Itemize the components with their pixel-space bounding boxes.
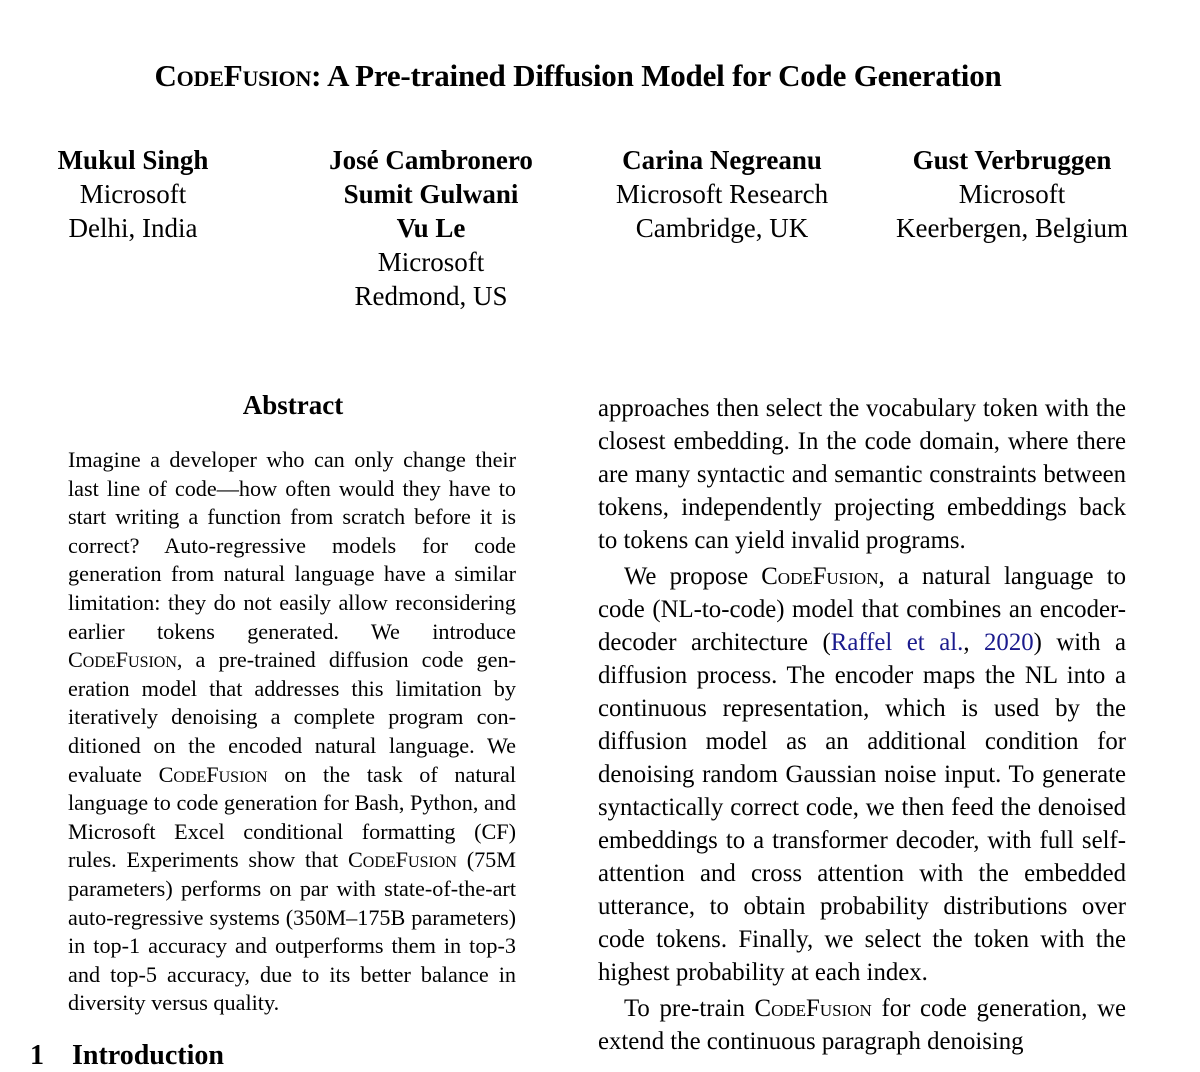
author-block-singh: [28, 143, 238, 245]
body-paragraph: [598, 992, 1126, 1058]
abstract-heading: Abstract: [242, 390, 344, 420]
body-column: [598, 392, 1126, 1058]
body-text: ) with a diffusion process. The encoder maps the NL into a continuous representation, which is used by the diffusion model as an additional condition for denoising random Gaussian noise input. To generate syntactically correct code, we then feed the denoised embeddings to a transformer decoder, with full self-attention and cross attention with the embedded utterance, to obtain probability distributions over code tokens. Finally, we select the token with the highest probability at each index.: [598, 629, 1127, 986]
section-number: 1: [30, 1040, 44, 1071]
citation-link[interactable]: Raffel et al.: [830, 629, 964, 656]
title-text: : A Pre-trained Diffusion Model for Code Generation: [311, 58, 1002, 93]
body-text: for code generation, we extend the continuous paragraph denoising: [598, 995, 1126, 1055]
body-text: We propose: [624, 563, 762, 590]
abstract-text: on the task of natural language to code generation for Bash, Python, and Microsoft Excel conditional formatting (CF) rules. Experiments show that: [68, 761, 516, 873]
author-location: Cambridge, UK: [635, 213, 809, 243]
system-name: CodeFusion: [348, 847, 457, 873]
abstract-text: (75M parameters) performs on par with state-of-the-art auto-regressive systems (350M–175B parameters) in top-1 accuracy and outperforms them in top-3 and top-5 accuracy, due to its better balance in diversity versus quality.: [68, 847, 516, 1016]
system-name: CodeFusion: [68, 647, 177, 673]
author-name: José Cambronero: [329, 145, 533, 175]
abstract-body: [68, 446, 516, 1018]
section-heading: [30, 1040, 224, 1072]
abstract-text: Imagine a developer who can only change their last line of code—how often would they have to start writing a function from scratch before it is correct? Auto-regressive models for code generation from natural language have a similar limitation: they do not easily allow reconsidering earlier tokens generated. We introduce: [68, 447, 516, 644]
system-name: CodeFusion: [761, 563, 879, 590]
author-name: Mukul Singh: [57, 145, 209, 175]
author-location: Delhi, India: [68, 213, 198, 243]
author-affiliation: Microsoft: [377, 247, 485, 277]
system-name: CodeFusion: [754, 995, 872, 1022]
author-location: Redmond, US: [354, 281, 508, 311]
author-affiliation: Microsoft Research: [615, 179, 829, 209]
author-block-verbruggen: [870, 143, 1154, 245]
author-block-negreanu: [592, 143, 852, 245]
author-affiliation: Microsoft: [958, 179, 1066, 209]
author-name: Sumit Gulwani: [343, 179, 519, 209]
author-name: Vu Le: [396, 213, 466, 243]
author-name: Gust Verbruggen: [912, 145, 1112, 175]
author-name: Carina Negreanu: [622, 145, 822, 175]
body-paragraph: [598, 560, 1126, 989]
paper-title: [0, 58, 1156, 94]
section-title: Introduction: [72, 1040, 224, 1071]
body-text: , a natural language to code (NL-to-code) model that combines an encoder-decoder architecture (: [598, 563, 1126, 656]
abstract-text: , a pre-trained diffusion code generation model that addresses this limitation by iteratively denoising a complete program conditioned on the encoded natural language. We evaluate: [68, 647, 516, 787]
system-name: CodeFusion: [154, 58, 312, 93]
citation-year-link[interactable]: 2020: [984, 629, 1034, 656]
system-name: CodeFusion: [158, 761, 268, 787]
body-paragraph: approaches then select the vocabulary token with the closest embedding. In the code domain, where there are many syntactic and semantic constraints between tokens, independently projecting embeddings back to tokens can yield invalid programs.: [598, 395, 1126, 554]
body-text: ,: [963, 629, 985, 656]
author-location: Keerbergen, Belgium: [896, 213, 1128, 243]
author-block-redmond: [300, 143, 562, 313]
body-text: To pre-train: [624, 995, 755, 1022]
author-affiliation: Microsoft: [79, 179, 187, 209]
